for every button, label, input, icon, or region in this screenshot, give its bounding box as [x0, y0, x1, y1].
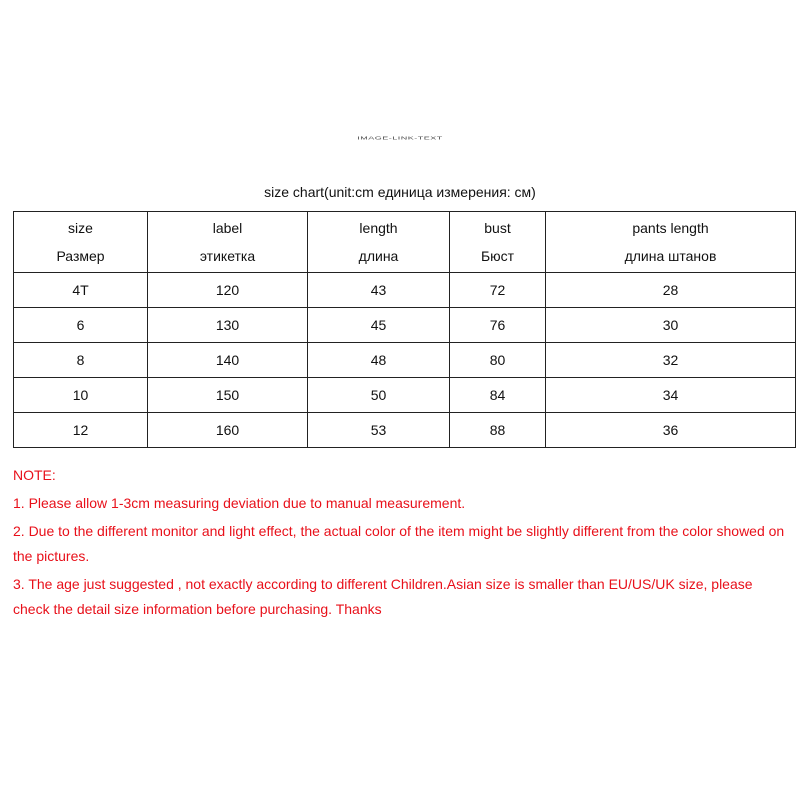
cell-pants-length: 32 [546, 343, 796, 378]
header-label-en: label [212, 220, 243, 236]
table-row [14, 343, 796, 378]
cell-label: 130 [148, 308, 308, 343]
table-row [14, 378, 796, 413]
cell-length: 45 [308, 308, 450, 343]
header-bust-ru: Бюст [480, 248, 515, 264]
header-cell-label [148, 212, 308, 273]
header-cell-bust [450, 212, 546, 273]
chart-title: size chart(unit:cm единица измерения: см) [264, 184, 536, 200]
note-item-3: 3. The age just suggested , not exactly according to different Children.Asian size is smaller than EU/US/UK size, please check the detail size information before purchasing. Thanks [13, 576, 753, 617]
notes-section [13, 463, 788, 625]
cell-size: 12 [14, 413, 148, 448]
header-size-en: size [68, 220, 93, 236]
cell-size: 8 [14, 343, 148, 378]
header-size-ru: Размер [56, 248, 105, 264]
cell-label: 120 [148, 273, 308, 308]
cell-bust: 80 [450, 343, 546, 378]
cell-size: 10 [14, 378, 148, 413]
cell-length: 50 [308, 378, 450, 413]
cell-size: 4T [14, 273, 148, 308]
size-table [13, 211, 796, 448]
cell-length: 53 [308, 413, 450, 448]
cell-bust: 88 [450, 413, 546, 448]
cell-pants-length: 34 [546, 378, 796, 413]
table-row [14, 273, 796, 308]
header-cell-pants-length [546, 212, 796, 273]
cell-label: 150 [148, 378, 308, 413]
header-cell-size [14, 212, 148, 273]
header-bust-en: bust [484, 220, 511, 236]
header-label-ru: этикетка [199, 248, 256, 264]
cell-pants-length: 30 [546, 308, 796, 343]
table-row [14, 413, 796, 448]
faint-header-text: IMAGE-LINK-TEXT [357, 135, 443, 141]
cell-bust: 76 [450, 308, 546, 343]
cell-length: 48 [308, 343, 450, 378]
cell-bust: 84 [450, 378, 546, 413]
notes-heading: NOTE: [13, 467, 56, 483]
header-length-ru: длина [358, 248, 399, 264]
note-item-1: 1. Please allow 1-3cm measuring deviation due to manual measurement. [13, 495, 466, 511]
table-row [14, 308, 796, 343]
header-length-en: length [359, 220, 398, 236]
cell-size: 6 [14, 308, 148, 343]
cell-bust: 72 [450, 273, 546, 308]
cell-pants-length: 28 [546, 273, 796, 308]
note-item-2: 2. Due to the different monitor and light effect, the actual color of the item might be slightly different from the color showed on the pictures. [13, 523, 785, 564]
header-pants-length-ru: длина штанов [624, 248, 717, 264]
cell-pants-length: 36 [546, 413, 796, 448]
header-cell-length [308, 212, 450, 273]
header-pants-length-en: pants length [632, 220, 709, 236]
table-header-row [14, 212, 796, 273]
cell-length: 43 [308, 273, 450, 308]
cell-label: 160 [148, 413, 308, 448]
cell-label: 140 [148, 343, 308, 378]
